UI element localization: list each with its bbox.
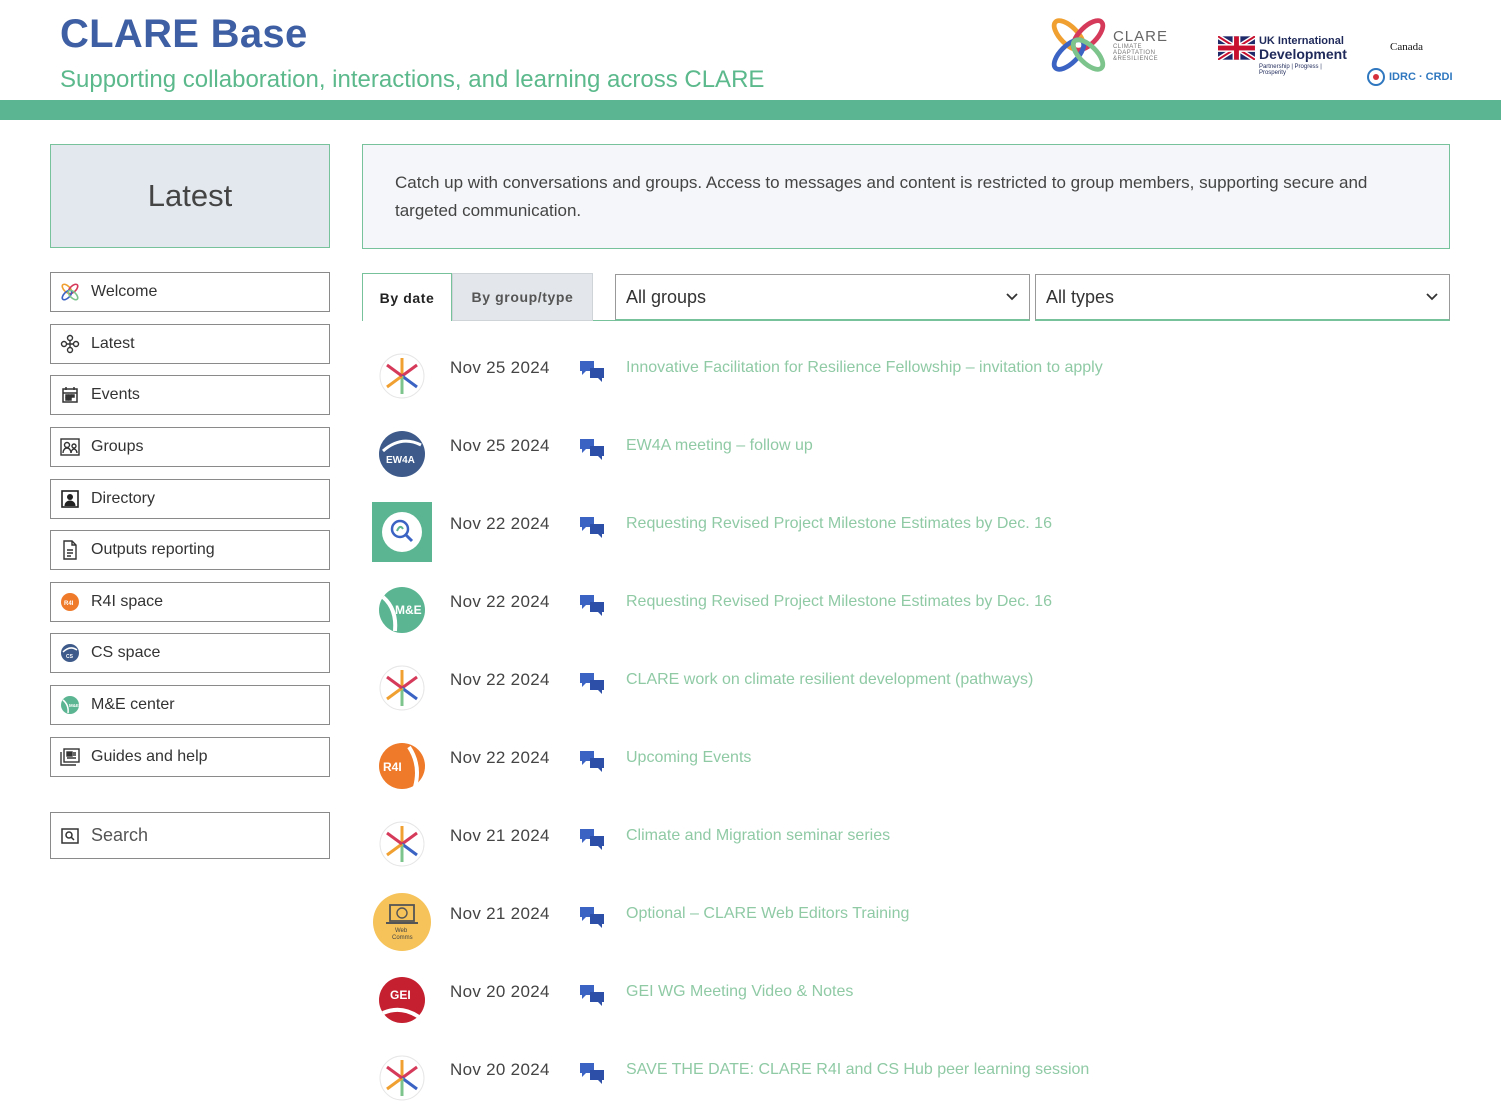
- idrc-emblem-icon: [1366, 67, 1386, 87]
- sidebar-item-label: Guides and help: [91, 748, 208, 765]
- list-item[interactable]: [362, 797, 1450, 875]
- guides-icon: [59, 746, 81, 768]
- chat-bubbles-icon: [578, 1060, 606, 1086]
- network-icon: [59, 333, 81, 355]
- uk-flag-icon: [1218, 36, 1255, 60]
- sidebar-item-groups[interactable]: [50, 427, 330, 467]
- sidebar-search-button[interactable]: [50, 812, 330, 859]
- milestone-group-avatar: [372, 502, 432, 562]
- clare-group-avatar: [372, 1048, 432, 1108]
- sidebar-item-me-center[interactable]: [50, 685, 330, 725]
- list-item[interactable]: [362, 719, 1450, 797]
- clare-flower-icon: [59, 281, 81, 303]
- sidebar-item-label: Outputs reporting: [91, 541, 215, 558]
- me-group-avatar: [372, 580, 432, 640]
- site-subtitle: Supporting collaboration, interactions, and learning across CLARE: [60, 66, 765, 93]
- sidebar-item-guides-and-help[interactable]: [50, 737, 330, 777]
- sidebar-item-latest[interactable]: [50, 324, 330, 364]
- post-date: Nov 22 2024: [450, 592, 550, 611]
- tab-by-date[interactable]: By date: [362, 273, 452, 321]
- post-title-link[interactable]: Requesting Revised Project Milestone Estimates by Dec. 16: [626, 515, 1052, 532]
- sidebar-item-label: Events: [91, 386, 140, 403]
- post-date: Nov 22 2024: [450, 670, 550, 689]
- chat-bubbles-icon: [578, 592, 606, 618]
- post-date: Nov 25 2024: [450, 358, 550, 377]
- uk-logo-line: Partnership | Progress | Prosperity: [1258, 64, 1322, 76]
- sidebar-item-label: Latest: [91, 335, 135, 352]
- list-item[interactable]: [362, 407, 1450, 485]
- sidebar-item-r4i-space[interactable]: [50, 582, 330, 622]
- r4i-icon: [59, 591, 81, 613]
- post-date: Nov 21 2024: [450, 826, 550, 845]
- types-filter-select[interactable]: [1035, 274, 1450, 321]
- chevron-down-icon: [1425, 292, 1439, 302]
- post-title-link[interactable]: EW4A meeting – follow up: [626, 437, 813, 454]
- chat-bubbles-icon: [578, 514, 606, 540]
- chat-bubbles-icon: [578, 358, 606, 384]
- chat-bubbles-icon: [578, 982, 606, 1008]
- post-title-link[interactable]: CLARE work on climate resilient development (pathways): [626, 671, 1034, 688]
- calendar-icon: [59, 384, 81, 406]
- webcomms-group-avatar: [372, 892, 432, 952]
- clare-group-avatar: [372, 658, 432, 718]
- sidebar-item-label: M&E center: [91, 696, 175, 713]
- tab-by-group-type[interactable]: By group/type: [452, 273, 593, 321]
- search-icon: [59, 825, 81, 847]
- uk-development-logo[interactable]: [1218, 36, 1348, 76]
- sidebar-heading: Latest: [50, 144, 330, 248]
- post-title-link[interactable]: Innovative Facilitation for Resilience Fellowship – invitation to apply: [626, 359, 1103, 376]
- post-title-link[interactable]: SAVE THE DATE: CLARE R4I and CS Hub peer learning session: [626, 1061, 1090, 1078]
- sidebar-item-outputs-reporting[interactable]: [50, 530, 330, 570]
- sidebar-item-directory[interactable]: [50, 479, 330, 519]
- idrc-logo[interactable]: [1366, 38, 1456, 83]
- search-label: Search: [91, 825, 149, 845]
- list-item[interactable]: [362, 329, 1450, 407]
- avatar-text: M&E: [395, 603, 422, 617]
- sidebar-item-cs-space[interactable]: [50, 633, 330, 673]
- svg-text:M&E: M&E: [69, 703, 79, 708]
- site-header: [0, 0, 1501, 100]
- list-item[interactable]: [362, 875, 1450, 953]
- me-icon: [59, 694, 81, 716]
- clare-logo-tagline: ADAPTATION: [1112, 49, 1156, 56]
- post-title-link[interactable]: Optional – CLARE Web Editors Training: [626, 905, 910, 922]
- post-title-link[interactable]: Climate and Migration seminar series: [626, 827, 891, 844]
- sidebar-item-events[interactable]: [50, 375, 330, 415]
- avatar-text: R4I: [383, 760, 402, 774]
- avatar-text: GEI: [390, 988, 411, 1002]
- post-date: Nov 22 2024: [450, 748, 550, 767]
- sidebar-item-label: Directory: [91, 490, 156, 507]
- sidebar-item-label: R4I space: [91, 593, 164, 610]
- avatar-text: EW4A: [386, 455, 415, 466]
- gei-group-avatar: [372, 970, 432, 1030]
- post-date: Nov 21 2024: [450, 904, 550, 923]
- groups-filter-select[interactable]: [615, 274, 1030, 321]
- canada-wordmark: Canada: [1390, 41, 1423, 53]
- chat-bubbles-icon: [578, 436, 606, 462]
- list-item[interactable]: [362, 641, 1450, 719]
- idrc-logo-name: IDRC · CRDI: [1389, 71, 1453, 83]
- post-title-link[interactable]: Upcoming Events: [626, 749, 752, 766]
- post-title-link[interactable]: Requesting Revised Project Milestone Estimates by Dec. 16: [626, 593, 1052, 610]
- tab-underline: [593, 320, 615, 321]
- sidebar-item-welcome[interactable]: [50, 272, 330, 312]
- groups-icon: [59, 436, 81, 458]
- document-icon: [59, 539, 81, 561]
- list-item[interactable]: [362, 485, 1450, 563]
- svg-text:Web: Web: [395, 928, 408, 934]
- chat-bubbles-icon: [578, 826, 606, 852]
- list-item[interactable]: [362, 1031, 1450, 1109]
- chat-bubbles-icon: [578, 748, 606, 774]
- list-item[interactable]: [362, 563, 1450, 641]
- site-title[interactable]: CLARE Base: [60, 12, 308, 56]
- header-divider-bar: [0, 100, 1501, 120]
- clare-logo[interactable]: [1048, 10, 1168, 80]
- r4i-group-avatar: [372, 736, 432, 796]
- post-date: Nov 20 2024: [450, 982, 550, 1001]
- clare-group-avatar: [372, 346, 432, 406]
- sidebar-item-label: Groups: [91, 438, 144, 455]
- chevron-down-icon: [1005, 292, 1019, 302]
- svg-text:CS: CS: [66, 654, 73, 660]
- post-date: Nov 22 2024: [450, 514, 550, 533]
- ew4a-group-avatar: [372, 424, 432, 484]
- chat-bubbles-icon: [578, 670, 606, 696]
- contact-icon: [59, 488, 81, 510]
- clare-group-avatar: [372, 814, 432, 874]
- uk-logo-line: UK International: [1258, 35, 1344, 47]
- clare-logo-tagline: CLIMATE: [1112, 43, 1143, 50]
- list-item[interactable]: [362, 953, 1450, 1031]
- cs-icon: [59, 642, 81, 664]
- post-date: Nov 25 2024: [450, 436, 550, 455]
- svg-text:R4I: R4I: [64, 601, 74, 607]
- clare-logo-name: CLARE: [1112, 27, 1168, 45]
- svg-text:Comms: Comms: [392, 935, 413, 941]
- clare-flower-icon: [1048, 13, 1109, 77]
- post-title-link[interactable]: GEI WG Meeting Video & Notes: [626, 983, 854, 1000]
- chat-bubbles-icon: [578, 904, 606, 930]
- clare-logo-tagline: &RESILIENCE: [1112, 55, 1159, 62]
- sidebar-item-label: CS space: [91, 644, 161, 661]
- uk-logo-line: Development: [1258, 46, 1347, 62]
- groups-filter-value: All groups: [626, 286, 707, 307]
- sidebar-item-label: Welcome: [91, 283, 158, 300]
- types-filter-value: All types: [1046, 286, 1115, 307]
- post-date: Nov 20 2024: [450, 1060, 550, 1079]
- intro-panel: Catch up with conversations and groups. Access to messages and content is restricted to group members, supporting secure and targeted communication.: [362, 144, 1450, 249]
